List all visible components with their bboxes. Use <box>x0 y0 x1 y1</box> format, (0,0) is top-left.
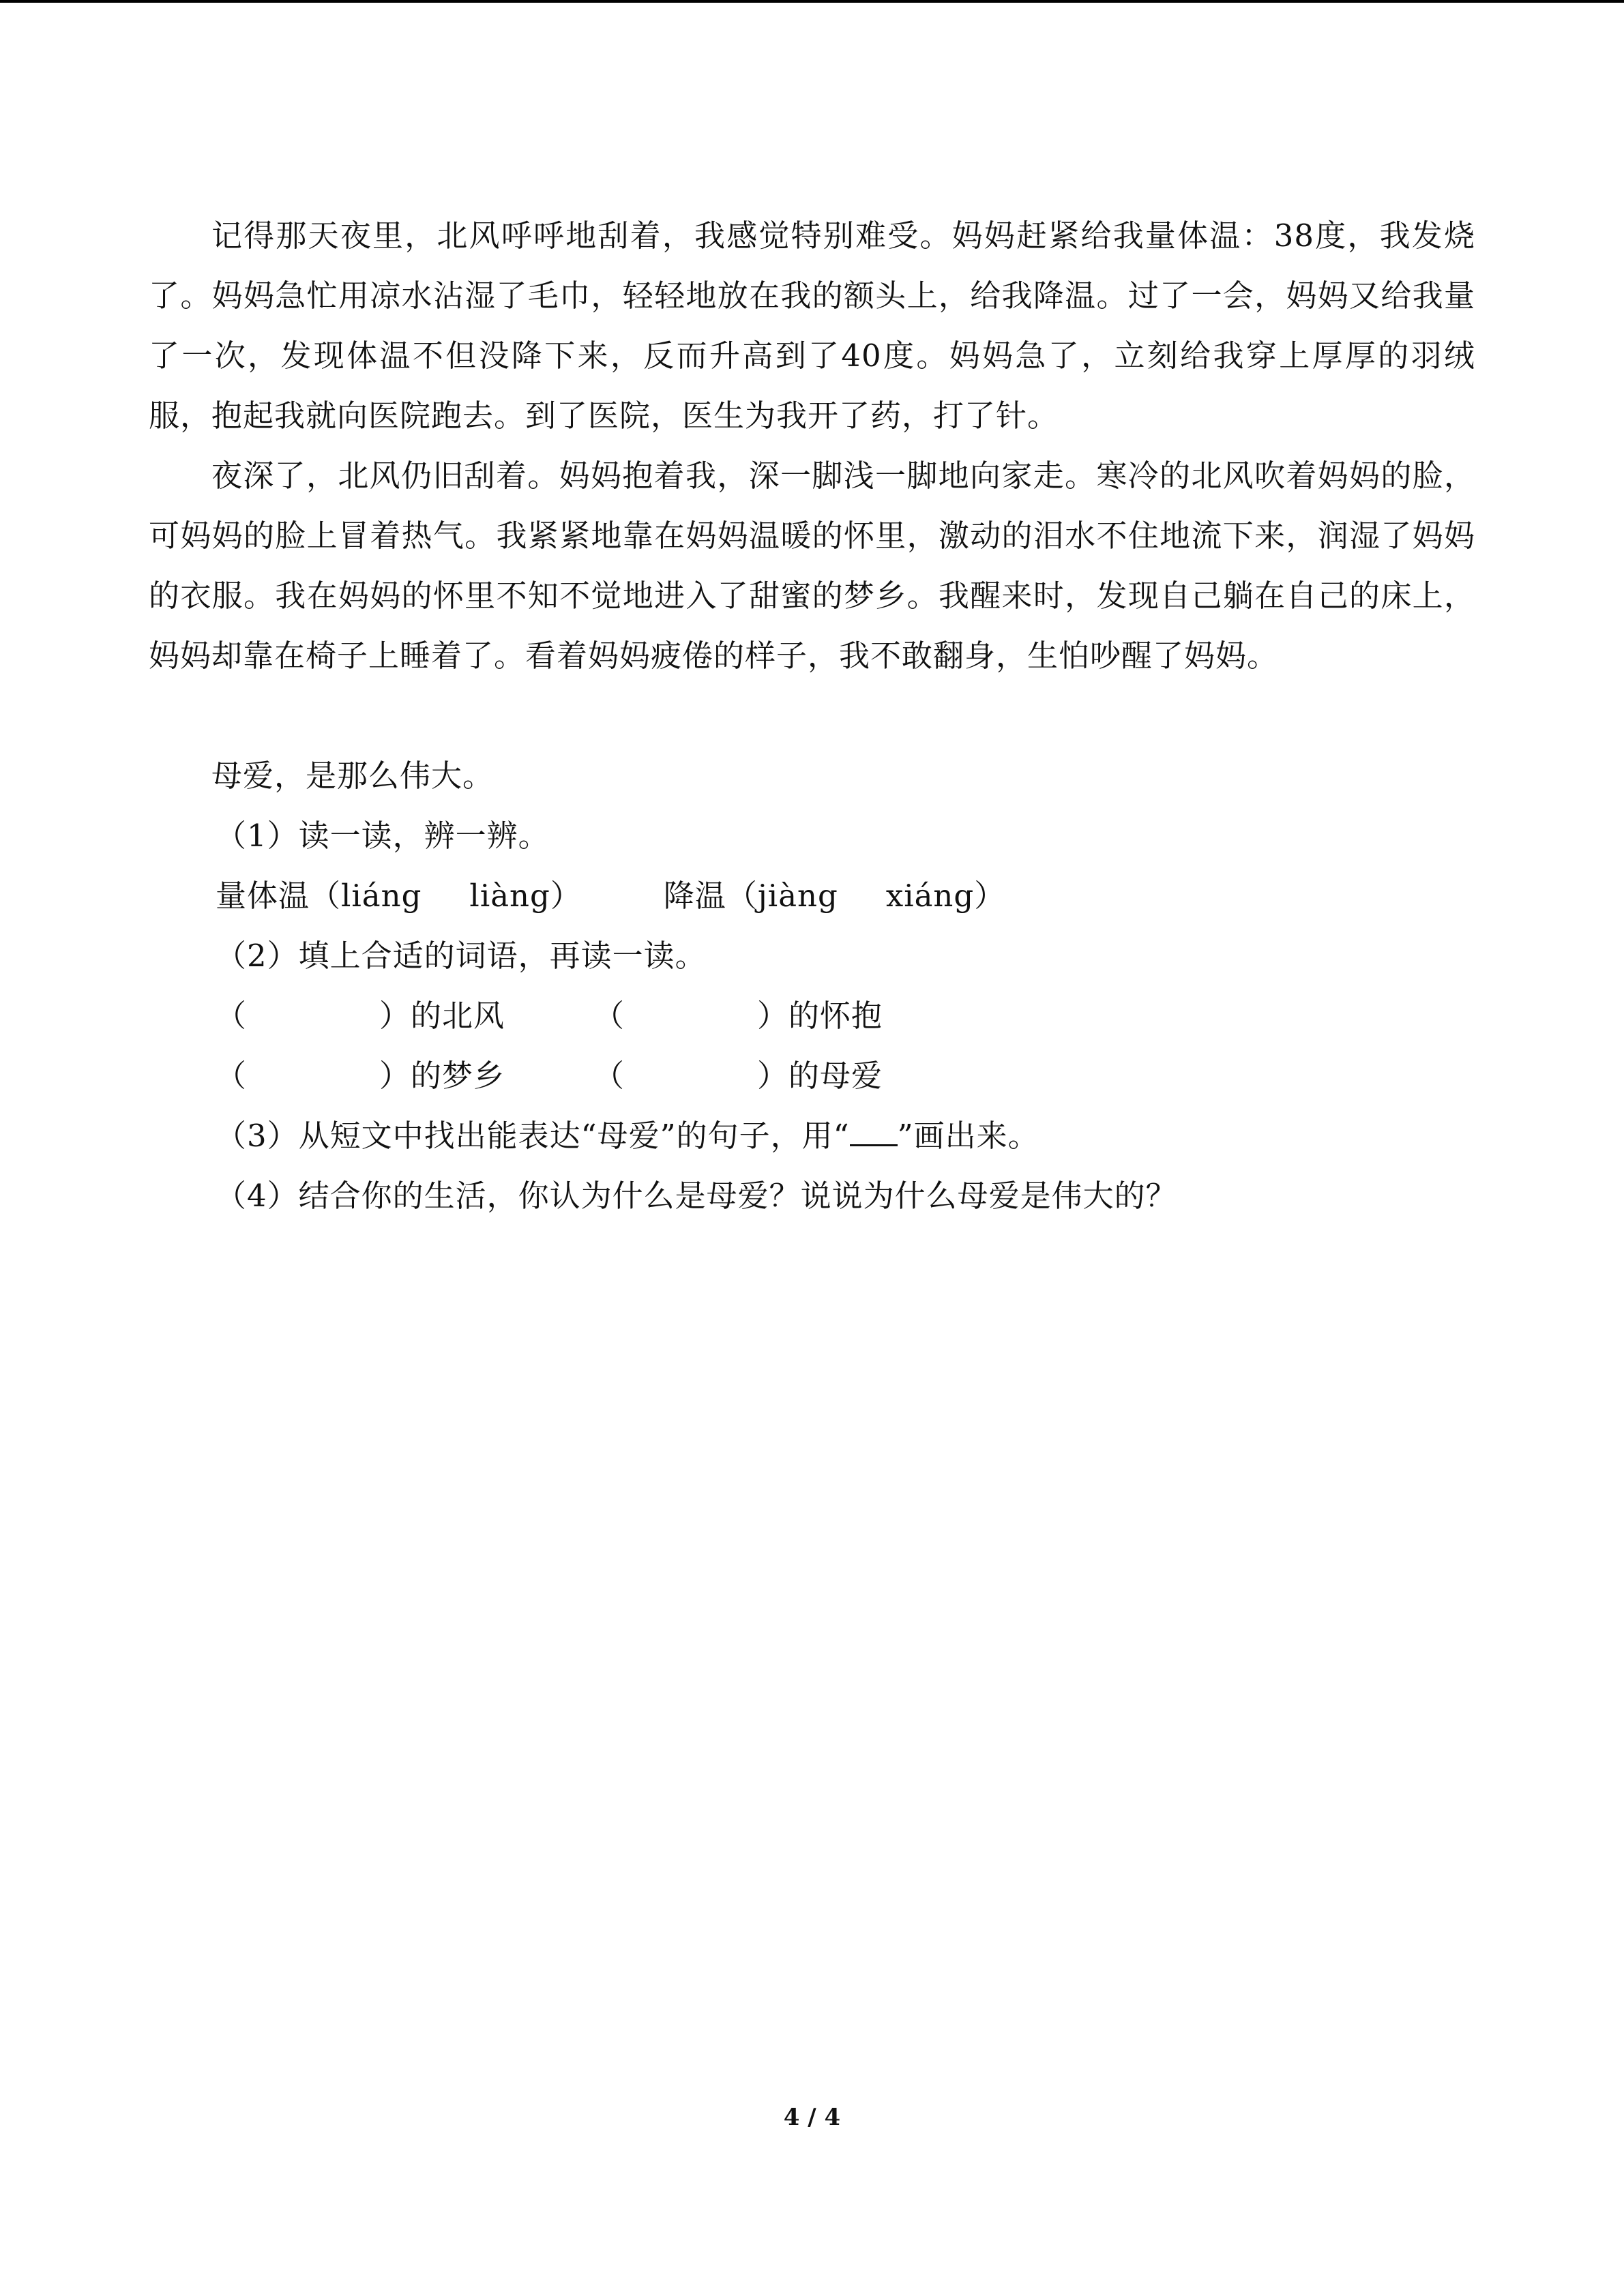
blank-close-paren: ） <box>757 998 789 1034</box>
pinyin-word-2: 降温 <box>663 878 726 914</box>
question-1-pinyin-row <box>216 866 1005 926</box>
pinyin-choice-xiang2: xiáng） <box>885 878 1006 914</box>
question-2-prompt: （2）填上合适的词语，再读一读。 <box>216 938 707 974</box>
blank-open-paren: （ <box>216 1058 248 1094</box>
story-paragraph-1: 记得那天夜里，北风呼呼地刮着，我感觉特别难受。妈妈赶紧给我量体温：38度，我发烧了。妈妈急忙用凉水沾湿了毛巾，轻轻地放在我的额头上，给我降温。过了一会，妈妈又给我量了一次，发现体温不但没降下来，反而升高到了40度。妈妈急了，立刻给我穿上厚厚的羽绒服，抱起我就向医院跑去。到了医院，医生为我开了药，打了针。 <box>149 218 1475 434</box>
pinyin-choice-liang2: （liáng <box>310 878 422 914</box>
blank-close-paren: ） <box>379 1058 411 1094</box>
blank-close-paren: ） <box>757 1058 789 1094</box>
story-paragraph-3: 母爱，是那么伟大。 <box>211 758 494 794</box>
question-3-prompt <box>216 1106 1039 1166</box>
story-paragraph-2: 夜深了，北风仍旧刮着。妈妈抱着我，深一脚浅一脚地向家走。寒冷的北风吹着妈妈的脸，可妈妈的脸上冒着热气。我紧紧地靠在妈妈温暖的怀里，激动的泪水不住地流下来，润湿了妈妈的衣服。我在妈妈的怀里不知不觉地进入了甜蜜的梦乡。我醒来时，发现自己躺在自己的床上，妈妈却靠在椅子上睡着了。看着妈妈疲倦的样子，我不敢翻身，生怕吵醒了妈妈。 <box>149 458 1475 674</box>
underline-sample <box>850 1120 898 1146</box>
pinyin-choice-jiang4: （jiàng <box>726 878 838 914</box>
pinyin-choice-liang4: liàng） <box>469 878 582 914</box>
blank-open-paren: （ <box>216 998 248 1034</box>
blank-phrase-1: 的北风 <box>411 998 505 1034</box>
question-4-prompt: （4）结合你的生活，你认为什么是母爱？说说为什么母爱是伟大的？ <box>216 1178 1177 1214</box>
page-number: 4 / 4 <box>783 2104 841 2131</box>
question-3-text-before: （3）从短文中找出能表达“母爱”的句子，用“ <box>216 1118 850 1154</box>
question-2-blank-row-1 <box>216 986 883 1046</box>
blank-phrase-4: 的母爱 <box>788 1058 883 1094</box>
blank-open-paren: （ <box>593 998 625 1034</box>
question-3-text-after: ”画出来。 <box>897 1118 1039 1154</box>
blank-open-paren: （ <box>593 1058 625 1094</box>
blank-phrase-3: 的梦乡 <box>411 1058 505 1094</box>
blank-close-paren: ） <box>379 998 411 1034</box>
blank-phrase-2: 的怀抱 <box>788 998 883 1034</box>
question-2-blank-row-2 <box>216 1046 883 1106</box>
question-1-prompt: （1）读一读，辨一辨。 <box>216 818 550 854</box>
pinyin-word-1: 量体温 <box>216 878 310 914</box>
